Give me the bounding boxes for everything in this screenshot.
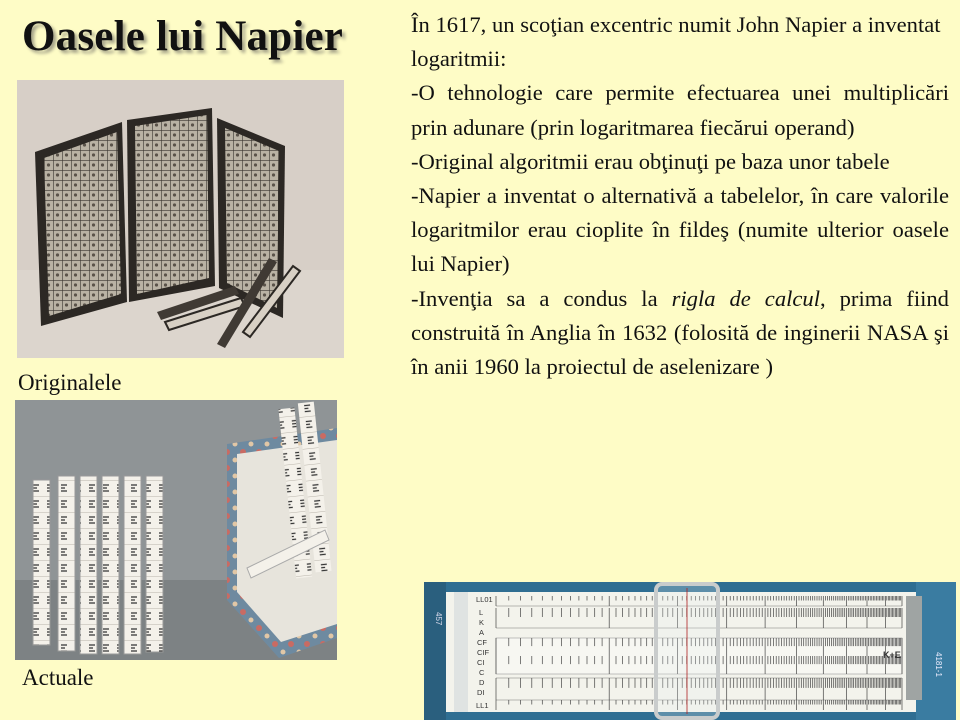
scale-label-cf: CF <box>477 638 487 647</box>
scale-label-a: A <box>479 628 485 637</box>
scale-label-k: K <box>479 618 485 627</box>
slide-rule-emphasis: rigla de calcul <box>671 285 820 311</box>
brand-logo-text: K+E <box>883 650 901 660</box>
caption-original: Originalele <box>18 370 122 395</box>
intro-paragraph: În 1617, un scoţian excentric numit John Napier a inventat logaritmii: <box>411 12 941 72</box>
scale-label-c: C <box>479 668 485 677</box>
original-bones-photo <box>17 80 344 358</box>
bullet-logarithm-technology: -O tehnologie care permite efectuarea unei multiplicări prin adunare (prin logaritmarea fiecărui operand) <box>411 80 949 140</box>
side-number: 457 <box>434 612 443 626</box>
scale-label-di: DI <box>477 688 485 697</box>
current-bones-photo <box>15 400 337 660</box>
scale-label-l: L <box>479 608 484 617</box>
slide-rule-text-after: , prima fiind construită în Anglia în 1632 (folosită de inginerii NASA şi în anii 1960 la proiectul de aselenizare ) <box>411 285 949 380</box>
slide-rule-text-before: -Invenţia sa a condus la <box>411 285 672 311</box>
scale-label-cif: CIF <box>477 648 490 657</box>
slide-rule-photo <box>424 582 956 720</box>
bullet-original-tables: -Original algoritmii erau obţinuţi pe baza unor tabele <box>411 148 890 174</box>
slide-title: Oasele lui Napier <box>22 13 344 60</box>
scale-label-ll01: LL01 <box>476 595 493 604</box>
body-text <box>411 8 949 384</box>
scale-label-d: D <box>479 678 485 687</box>
caption-current: Actuale <box>22 665 94 690</box>
bullet-napier-bones: -Napier a inventat o alternativă a tabelelor, în care valorile logaritmilor erau cioplite în fildeş (numite ulterior oasele lui Napier) <box>411 183 949 277</box>
scale-label-ll1: LL1 <box>476 701 489 710</box>
model-number: 4181-1 <box>934 652 943 677</box>
scale-label-ci: CI <box>477 658 485 667</box>
bullet-slide-rule <box>411 282 949 385</box>
